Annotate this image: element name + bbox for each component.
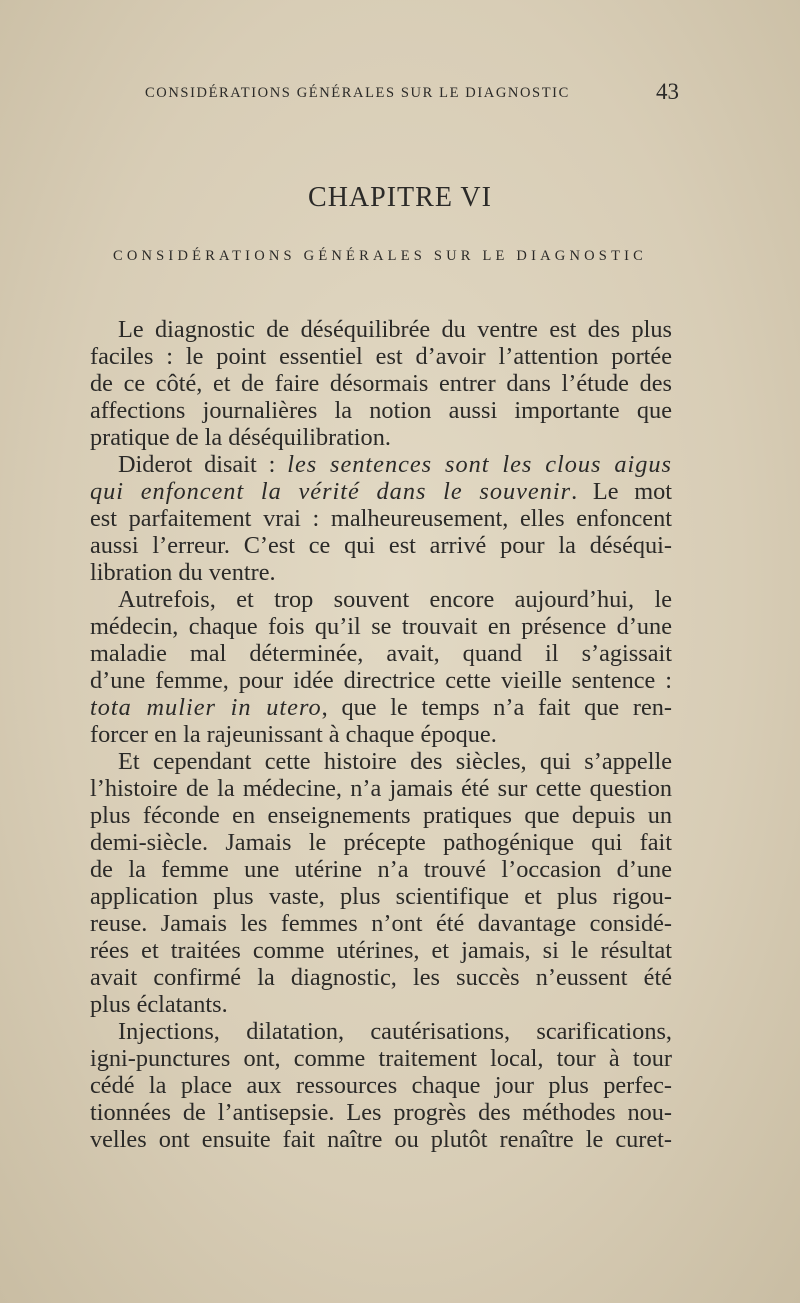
italic-text: les sentences sont les clous aigus [287,451,672,478]
running-title: CONSIDÉRATIONS GÉNÉRALES SUR LE DIAGNOSTIC [145,85,570,101]
text-line: de la femme une utérine n’a trouvé l’occasion d’une [90,856,672,883]
text-span: , que le temps n’a fait que ren- [321,694,672,721]
text-line: Injections, dilatation, cautérisations, scarifications, [118,1018,672,1045]
text-line: maladie mal déterminée, avait, quand il s’agissait [90,640,672,667]
text-line: application plus vaste, plus scientifique et plus rigou- [90,883,672,910]
text-line: de ce côté, et de faire désormais entrer dans l’étude des [90,370,672,397]
text-line: tionnées de l’antisepsie. Les progrès des méthodes nou- [90,1099,672,1126]
text-line: rées et traitées comme utérines, et jamais, si le résultat [90,937,672,964]
text-line [90,478,672,505]
text-line: reuse. Jamais les femmes n’ont été davantage considé- [90,910,672,937]
text-line: plus féconde en enseignements pratiques que depuis un [90,802,672,829]
page-number: 43 [656,79,679,104]
text-line: affections journalières la notion aussi importante que [90,397,672,424]
text-line: pratique de la déséquilibration. [90,424,391,451]
text-line: faciles : le point essentiel est d’avoir l’attention portée [90,343,672,370]
text-line: cédé la place aux ressources chaque jour plus perfec- [90,1072,672,1099]
text-span: . Le mot [571,478,672,505]
text-line: igni-punctures ont, comme traitement local, tour à tour [90,1045,672,1072]
text-span: Diderot disait : [118,451,288,478]
italic-text: qui enfoncent la vérité dans le souvenir [90,478,572,505]
text-line: l’histoire de la médecine, n’a jamais été sur cette question [90,775,672,802]
text-line: médecin, chaque fois qu’il se trouvait en présence d’une [90,613,672,640]
text-line: Autrefois, et trop souvent encore aujourd’hui, le [118,586,672,613]
text-line: forcer en la rajeunissant à chaque époque. [90,721,497,748]
italic-text: tota mulier in utero [90,694,322,721]
text-line: Et cependant cette histoire des siècles, qui s’appelle [118,748,672,775]
text-line: aussi l’erreur. C’est ce qui est arrivé pour la déséqui- [90,532,672,559]
text-line: plus éclatants. [90,991,228,1018]
text-line [90,451,672,478]
text-line: demi-siècle. Jamais le précepte pathogénique qui fait [90,829,672,856]
text-line: d’une femme, pour idée directrice cette vieille sentence : [90,667,672,694]
chapter-title: CHAPITRE VI [308,182,492,213]
text-line [90,694,672,721]
text-line: velles ont ensuite fait naître ou plutôt renaître le curet- [90,1126,672,1153]
text-line: avait confirmé la diagnostic, les succès n’eussent été [90,964,672,991]
body-text [90,316,672,1153]
text-line: est parfaitement vrai : malheureusement, elles enfoncent [90,505,672,532]
chapter-subtitle: CONSIDÉRATIONS GÉNÉRALES SUR LE DIAGNOSTIC [112,248,648,264]
text-line: libration du ventre. [90,559,276,586]
text-line: Le diagnostic de déséquilibrée du ventre est des plus [118,316,672,343]
